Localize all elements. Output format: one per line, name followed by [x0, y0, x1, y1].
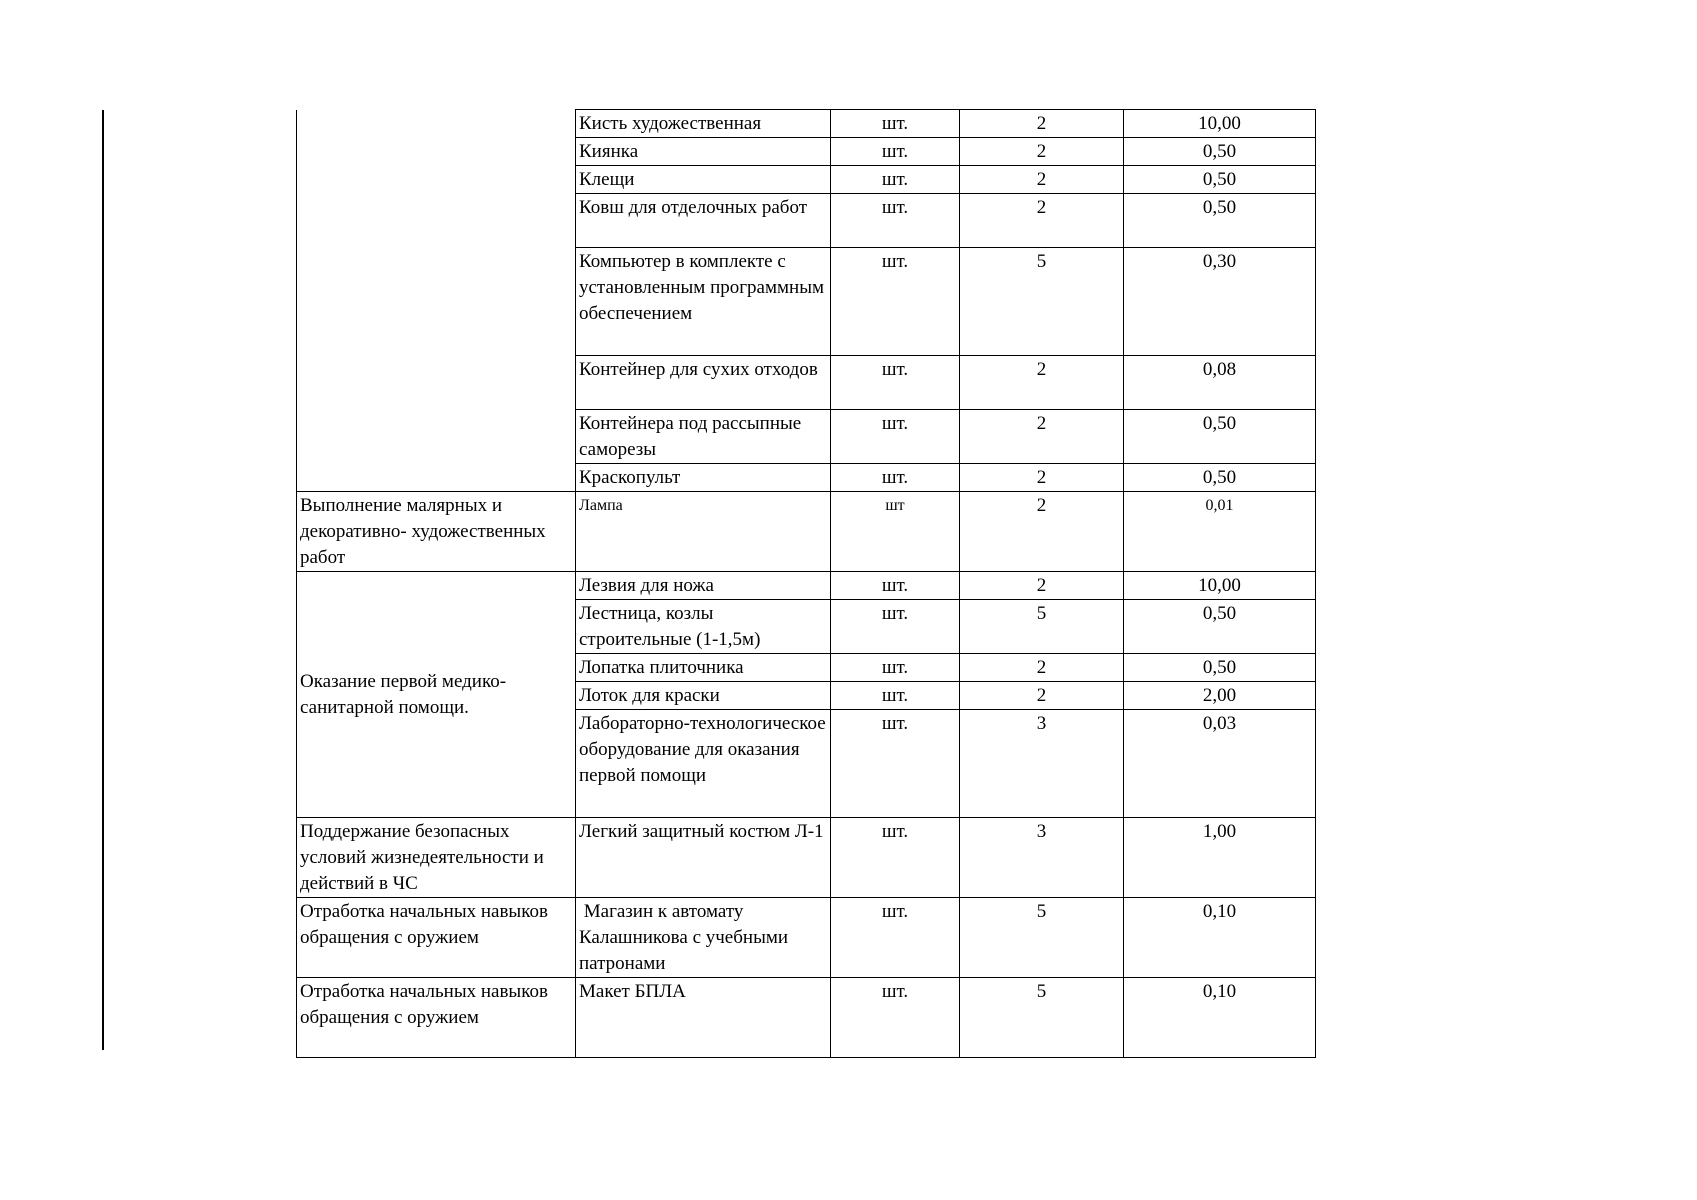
value-cell: 10,00 [1124, 572, 1316, 600]
activity-cell-continued [297, 110, 576, 492]
unit-cell: шт. [831, 898, 960, 978]
item-name-cell: Контейнера под рассыпные саморезы [576, 410, 831, 464]
item-name-cell: Контейнер для сухих отходов [576, 356, 831, 410]
unit-cell: шт. [831, 138, 960, 166]
value-cell: 0,10 [1124, 898, 1316, 978]
activity-cell: Отработка начальных навыков обращения с оружием [297, 978, 576, 1058]
table-row [297, 978, 1316, 1058]
item-name-cell: Лоток для краски [576, 682, 831, 710]
value-cell: 0,50 [1124, 166, 1316, 194]
quantity-cell: 3 [960, 818, 1124, 898]
value-cell: 0,50 [1124, 138, 1316, 166]
activity-cell: Выполнение малярных и декоративно- художественных работ [297, 492, 576, 572]
value-cell: 0,10 [1124, 978, 1316, 1058]
item-name-cell: Лестница, козлы строительные (1-1,5м) [576, 600, 831, 654]
quantity-cell: 5 [960, 248, 1124, 356]
page-margin-line [102, 110, 104, 1050]
quantity-cell: 2 [960, 110, 1124, 138]
value-cell: 0,50 [1124, 654, 1316, 682]
unit-cell: шт. [831, 248, 960, 356]
quantity-cell: 2 [960, 572, 1124, 600]
table-row [297, 898, 1316, 978]
quantity-cell: 2 [960, 356, 1124, 410]
unit-cell: шт. [831, 356, 960, 410]
item-name-cell: Лезвия для ножа [576, 572, 831, 600]
value-cell: 0,03 [1124, 710, 1316, 818]
value-cell: 0,50 [1124, 464, 1316, 492]
value-cell: 0,50 [1124, 410, 1316, 464]
value-cell: 0,01 [1124, 492, 1316, 572]
table-row [297, 492, 1316, 572]
item-name-cell: Магазин к автомату Калашникова с учебными патронами [576, 898, 831, 978]
quantity-cell: 5 [960, 898, 1124, 978]
unit-cell: шт. [831, 818, 960, 898]
activity-cell: Отработка начальных навыков обращения с оружием [297, 898, 576, 978]
activity-cell: Поддержание безопасных условий жизнедеятельности и действий в ЧС [297, 818, 576, 898]
value-cell: 10,00 [1124, 110, 1316, 138]
quantity-cell: 2 [960, 492, 1124, 572]
quantity-cell: 5 [960, 600, 1124, 654]
activity-cell: Оказание первой медико-санитарной помощи. [297, 572, 576, 818]
item-name-cell: Компьютер в комплекте с установленным программным обеспечением [576, 248, 831, 356]
quantity-cell: 2 [960, 166, 1124, 194]
unit-cell: шт [831, 492, 960, 572]
unit-cell: шт. [831, 978, 960, 1058]
item-name-cell: Ковш для отделочных работ [576, 194, 831, 248]
value-cell: 0,08 [1124, 356, 1316, 410]
item-name-cell: Краскопульт [576, 464, 831, 492]
item-name-cell: Кисть художественная [576, 110, 831, 138]
quantity-cell: 5 [960, 978, 1124, 1058]
unit-cell: шт. [831, 194, 960, 248]
quantity-cell: 2 [960, 682, 1124, 710]
value-cell: 1,00 [1124, 818, 1316, 898]
quantity-cell: 2 [960, 410, 1124, 464]
unit-cell: шт. [831, 572, 960, 600]
item-name-cell: Лабораторно-технологическое оборудование для оказания первой помощи [576, 710, 831, 818]
table-row [297, 818, 1316, 898]
value-cell: 0,50 [1124, 600, 1316, 654]
unit-cell: шт. [831, 654, 960, 682]
unit-cell: шт. [831, 410, 960, 464]
quantity-cell: 2 [960, 464, 1124, 492]
unit-cell: шт. [831, 166, 960, 194]
value-cell: 0,30 [1124, 248, 1316, 356]
quantity-cell: 2 [960, 194, 1124, 248]
quantity-cell: 3 [960, 710, 1124, 818]
item-name-cell: Макет БПЛА [576, 978, 831, 1058]
item-name-cell: Легкий защитный костюм Л-1 [576, 818, 831, 898]
item-name-cell: Клещи [576, 166, 831, 194]
quantity-cell: 2 [960, 654, 1124, 682]
unit-cell: шт. [831, 600, 960, 654]
value-cell: 2,00 [1124, 682, 1316, 710]
value-cell: 0,50 [1124, 194, 1316, 248]
unit-cell: шт. [831, 682, 960, 710]
unit-cell: шт. [831, 710, 960, 818]
unit-cell: шт. [831, 464, 960, 492]
quantity-cell: 2 [960, 138, 1124, 166]
unit-cell: шт. [831, 110, 960, 138]
item-name-cell: Лампа [576, 492, 831, 572]
equipment-table [296, 109, 1316, 1058]
item-name-cell: Киянка [576, 138, 831, 166]
item-name-cell: Лопатка плиточника [576, 654, 831, 682]
table-row [297, 110, 1316, 138]
table-row [297, 572, 1316, 600]
